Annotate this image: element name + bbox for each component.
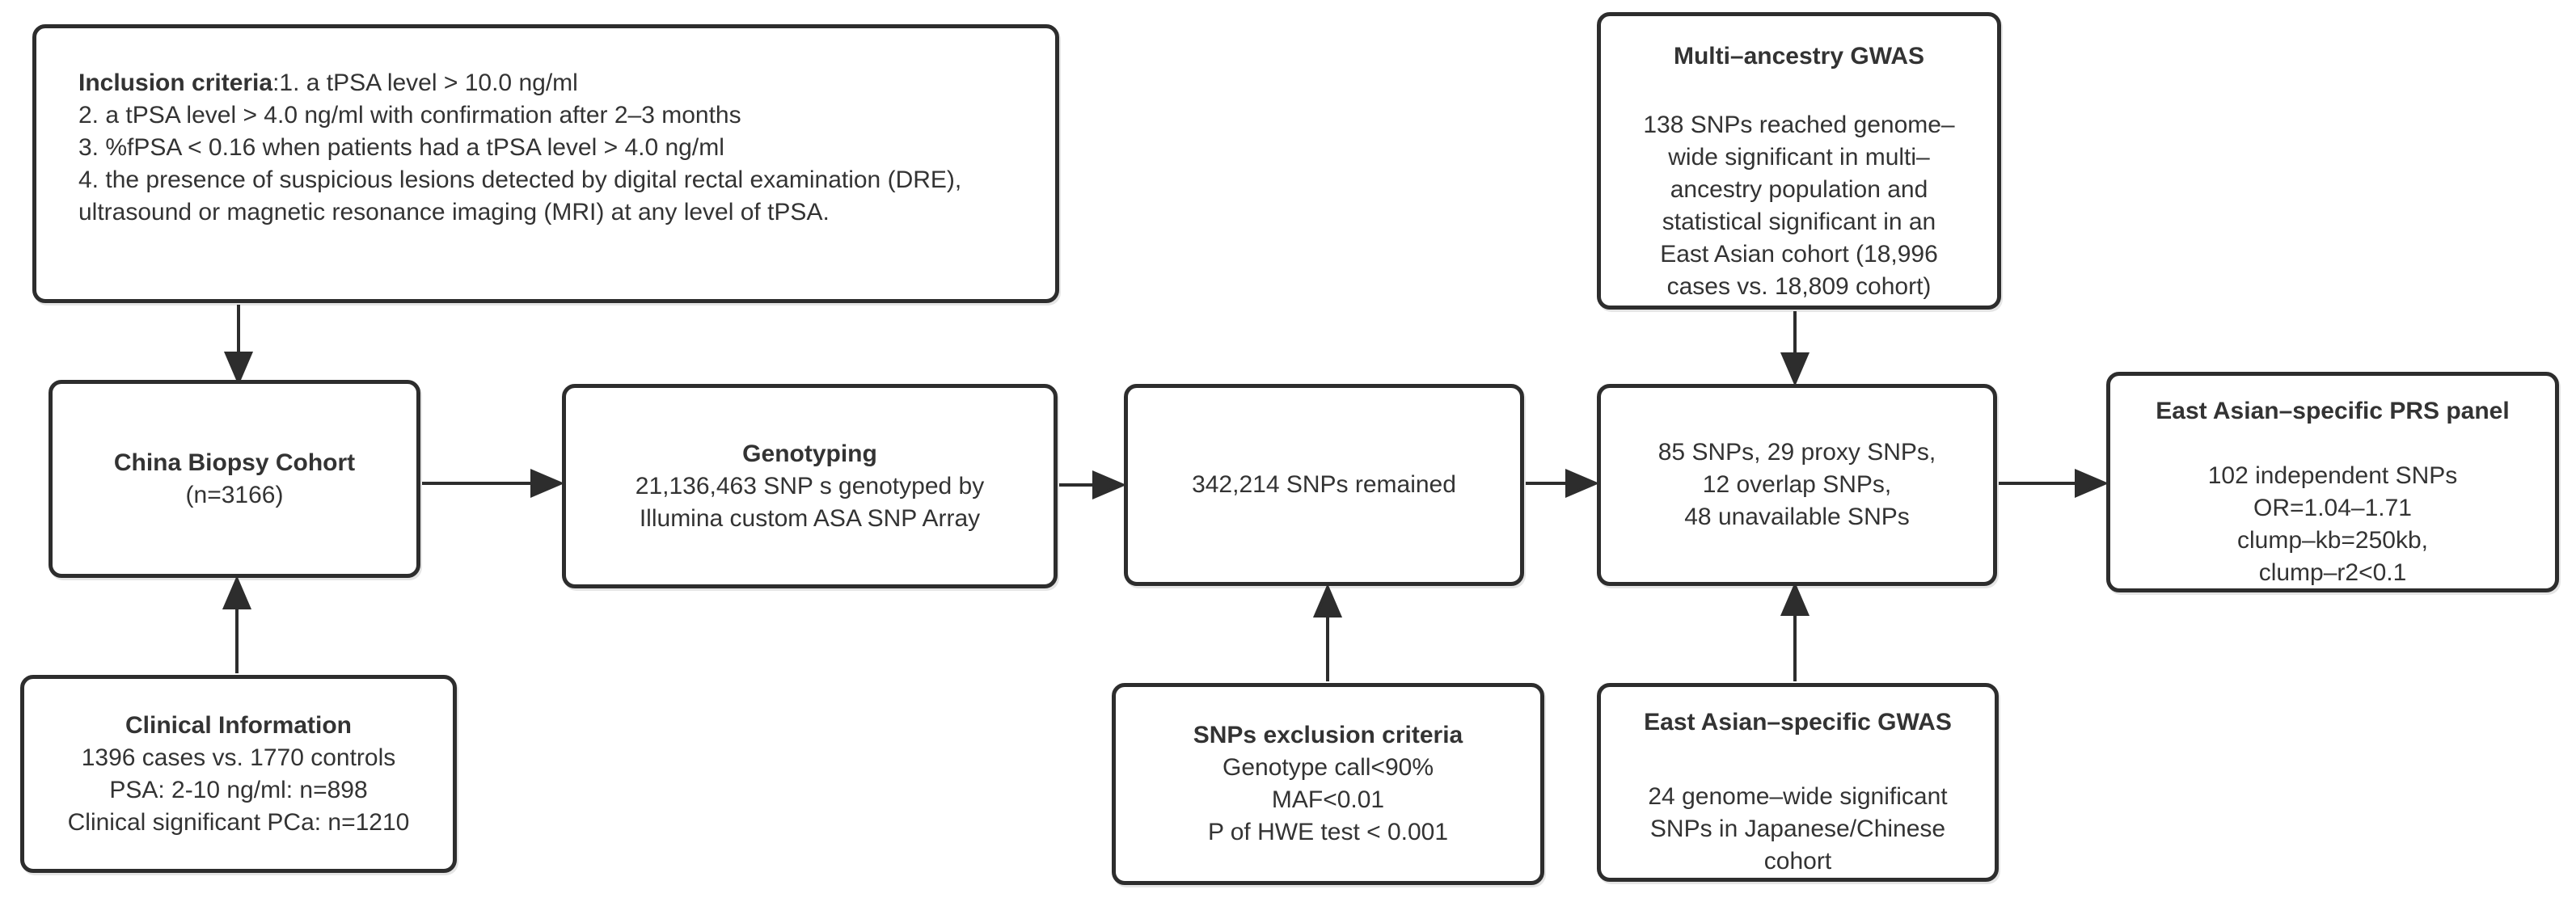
- arrow-eagwas-to-85snps: [1783, 586, 1807, 681]
- arrow-cohort-to-genotyping: [422, 471, 560, 495]
- clinical-information-box: [20, 675, 457, 873]
- snps-exclusion-criteria-line: Genotype call<90%: [1222, 754, 1434, 781]
- multi-ancestry-gwas-line: East Asian cohort (18,996: [1660, 241, 1938, 268]
- inclusion-criteria-line: 4. the presence of suspicious lesions detected by digital rectal examination (DRE),: [78, 166, 962, 193]
- snps-exclusion-criteria-title: SNPs exclusion criteria: [1193, 722, 1463, 748]
- arrow-clinical-to-cohort: [225, 580, 249, 673]
- snps-exclusion-criteria-box: [1112, 683, 1544, 885]
- multi-ancestry-gwas-line: cases vs. 18,809 cohort): [1666, 273, 1932, 300]
- multi-ancestry-gwas-line: wide significant in multi–: [1668, 144, 1930, 171]
- east-asian-specific-prs-panel-line: 102 independent SNPs: [2207, 462, 2458, 489]
- east-asian-specific-prs-panel-line: OR=1.04–1.71: [2253, 495, 2412, 521]
- east-asian-specific-gwas-box: [1597, 683, 1999, 882]
- multi-ancestry-gwas-box: [1597, 12, 2001, 310]
- clinical-information-line: 1396 cases vs. 1770 controls: [81, 744, 396, 771]
- east-asian-specific-prs-panel-title: East Asian–specific PRS panel: [2156, 398, 2510, 424]
- inclusion-criteria-line: 3. %fPSA < 0.16 when patients had a tPSA level > 4.0 ng/ml: [78, 134, 724, 161]
- east-asian-specific-prs-panel-line: clump–kb=250kb,: [2237, 527, 2428, 554]
- snps-exclusion-criteria-line: P of HWE test < 0.001: [1207, 819, 1449, 845]
- east-asian-specific-prs-panel-line: clump–r2<0.1: [2258, 559, 2407, 586]
- 85-snps-line: 48 unavailable SNPs: [1684, 504, 1910, 530]
- 85-snps-line: 85 SNPs, 29 proxy SNPs,: [1658, 439, 1936, 466]
- inclusion-criteria-title-rest: :1. a tPSA level > 10.0 ng/ml: [272, 70, 578, 96]
- east-asian-specific-gwas-line: 24 genome–wide significant: [1648, 783, 1948, 810]
- clinical-information-line: PSA: 2-10 ng/ml: n=898: [109, 776, 368, 803]
- genotyping-line: Illumina custom ASA SNP Array: [639, 504, 981, 532]
- multi-ancestry-gwas-line: 138 SNPs reached genome–: [1643, 112, 1955, 138]
- east-asian-specific-gwas-title: East Asian–specific GWAS: [1644, 709, 1952, 736]
- genotyping-title: Genotyping: [742, 440, 877, 467]
- east-asian-specific-gwas-line: SNPs in Japanese/Chinese: [1649, 816, 1946, 842]
- inclusion-criteria-line: ultrasound or magnetic resonance imaging (MRI) at any level of tPSA.: [78, 199, 830, 226]
- snps-remained-box: [1124, 384, 1524, 586]
- inclusion-criteria-title: Inclusion criteria: [78, 70, 273, 96]
- east-asian-specific-prs-panel-box: [2106, 372, 2559, 592]
- snps-exclusion-criteria-line: MAF<0.01: [1271, 786, 1385, 813]
- 85-snps-box: [1597, 384, 1997, 586]
- china-biopsy-cohort-box: [49, 380, 420, 578]
- east-asian-specific-gwas-line: cohort: [1763, 848, 1832, 875]
- inclusion-criteria-line: 2. a tPSA level > 4.0 ng/ml with confirmation after 2–3 months: [78, 102, 741, 129]
- genotyping-line: 21,136,463 SNP s genotyped by: [635, 472, 985, 499]
- arrow-exclusion-to-remained: [1315, 588, 1340, 681]
- genotyping-box: [562, 384, 1058, 588]
- multi-ancestry-gwas-line: statistical significant in an: [1662, 209, 1936, 235]
- 85-snps-line: 12 overlap SNPs,: [1702, 471, 1892, 498]
- arrow-85snps-to-prs: [1999, 471, 2105, 495]
- arrow-remained-to-85snps: [1526, 471, 1595, 495]
- china-biopsy-cohort-line: (n=3166): [185, 481, 284, 508]
- arrow-multigwas-to-85snps: [1783, 311, 1807, 382]
- inclusion-criteria-box: [32, 24, 1059, 303]
- arrow-genotyping-to-remained: [1059, 473, 1122, 497]
- arrow-inclusion-to-cohort: [226, 305, 251, 381]
- clinical-information-line: Clinical significant PCa: n=1210: [67, 808, 410, 836]
- inclusion-criteria-line: [78, 67, 578, 99]
- multi-ancestry-gwas-line: ancestry population and: [1670, 176, 1928, 203]
- snps-remained-line: 342,214 SNPs remained: [1192, 471, 1456, 498]
- china-biopsy-cohort-title: China Biopsy Cohort: [113, 449, 356, 476]
- multi-ancestry-gwas-title: Multi–ancestry GWAS: [1673, 43, 1925, 70]
- clinical-information-title: Clinical Information: [125, 711, 353, 739]
